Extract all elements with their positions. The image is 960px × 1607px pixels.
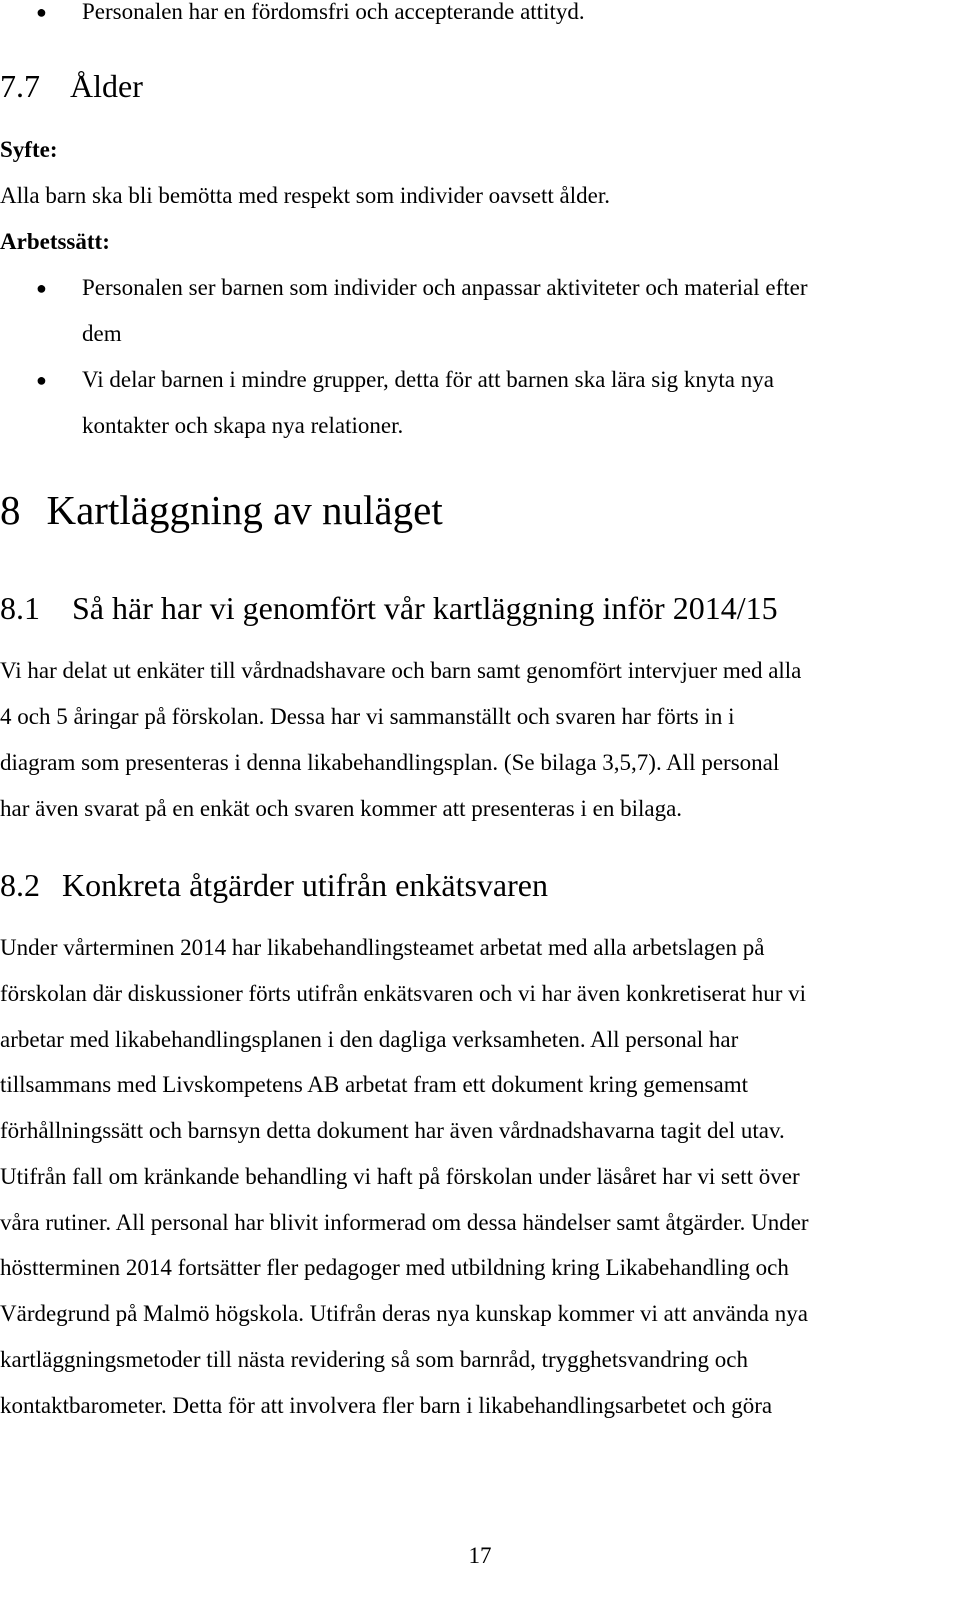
paragraph-line: våra rutiner. All personal har blivit informerad om dessa händelser samt åtgärder. Under (0, 1210, 809, 1235)
bullet-marker: ● (36, 370, 47, 390)
paragraph-line: förhållningssätt och barnsyn detta dokument har även vårdnadshavarna tagit del utav. (0, 1118, 785, 1143)
paragraph-line: Värdegrund på Malmö högskola. Utifrån deras nya kunskap kommer vi att använda nya (0, 1301, 808, 1326)
paragraph-line: har även svarat på en enkät och svaren kommer att presenteras i en bilaga. (0, 796, 683, 821)
paragraph-line: kontaktbarometer. Detta för att involvera fler barn i likabehandlingsarbetet och göra (0, 1393, 773, 1418)
heading-title: Så här har vi genomfört vår kartläggning inför 2014/15 (72, 590, 778, 626)
paragraph-line: arbetar med likabehandlingsplanen i den dagliga verksamheten. All personal har (0, 1027, 739, 1052)
syfte-text: Alla barn ska bli bemötta med respekt som individer oavsett ålder. (0, 183, 610, 208)
paragraph-line: diagram som presenteras i denna likabehandlingsplan. (Se bilaga 3,5,7). All personal (0, 750, 780, 775)
paragraph-line: kartläggningsmetoder till nästa revidering så som barnråd, trygghetsvandring och (0, 1347, 748, 1372)
paragraph-line: 4 och 5 åringar på förskolan. Dessa har vi sammanställt och svaren har förts in i (0, 704, 735, 729)
arbetssatt-label: Arbetssätt: (0, 229, 110, 254)
paragraph-line: höstterminen 2014 fortsätter fler pedagoger med utbildning kring Likabehandling och (0, 1255, 789, 1280)
paragraph-line: Vi har delat ut enkäter till vårdnadshavare och barn samt genomfört intervjuer med alla (0, 658, 802, 683)
heading-number: 8 (0, 487, 21, 533)
heading-title: Ålder (70, 68, 143, 104)
bullet-text-continued: kontakter och skapa nya relationer. (82, 413, 404, 438)
paragraph-line: Under vårterminen 2014 har likabehandlingsteamet arbetat med alla arbetslagen på (0, 935, 765, 960)
bullet-text: Personalen ser barnen som individer och anpassar aktiviteter och material efter (82, 275, 808, 300)
heading-7-7 (0, 67, 143, 105)
paragraph-line: förskolan där diskussioner förts utifrån enkätsvaren och vi har även konkretiserat hur vi (0, 981, 807, 1006)
heading-8-2 (0, 866, 548, 904)
heading-title: Kartläggning av nuläget (46, 487, 443, 533)
heading-number: 8.1 (0, 590, 40, 626)
heading-8-1 (0, 589, 778, 627)
heading-8 (0, 486, 443, 534)
paragraph-line: Utifrån fall om kränkande behandling vi haft på förskolan under läsåret har vi sett över (0, 1164, 800, 1189)
heading-number: 7.7 (0, 68, 40, 104)
bullet-text-continued: dem (82, 321, 122, 346)
heading-number: 8.2 (0, 867, 40, 903)
heading-title: Konkreta åtgärder utifrån enkätsvaren (62, 867, 548, 903)
page-number: 17 (468, 1543, 492, 1568)
bullet-marker: ● (36, 2, 47, 22)
paragraph-line: tillsammans med Livskompetens AB arbetat fram ett dokument kring gemensamt (0, 1072, 748, 1097)
bullet-text: Vi delar barnen i mindre grupper, detta för att barnen ska lära sig knyta nya (82, 367, 774, 392)
syfte-label: Syfte: (0, 137, 58, 162)
bullet-text: Personalen har en fördomsfri och accepterande attityd. (82, 0, 585, 24)
bullet-marker: ● (36, 278, 47, 298)
